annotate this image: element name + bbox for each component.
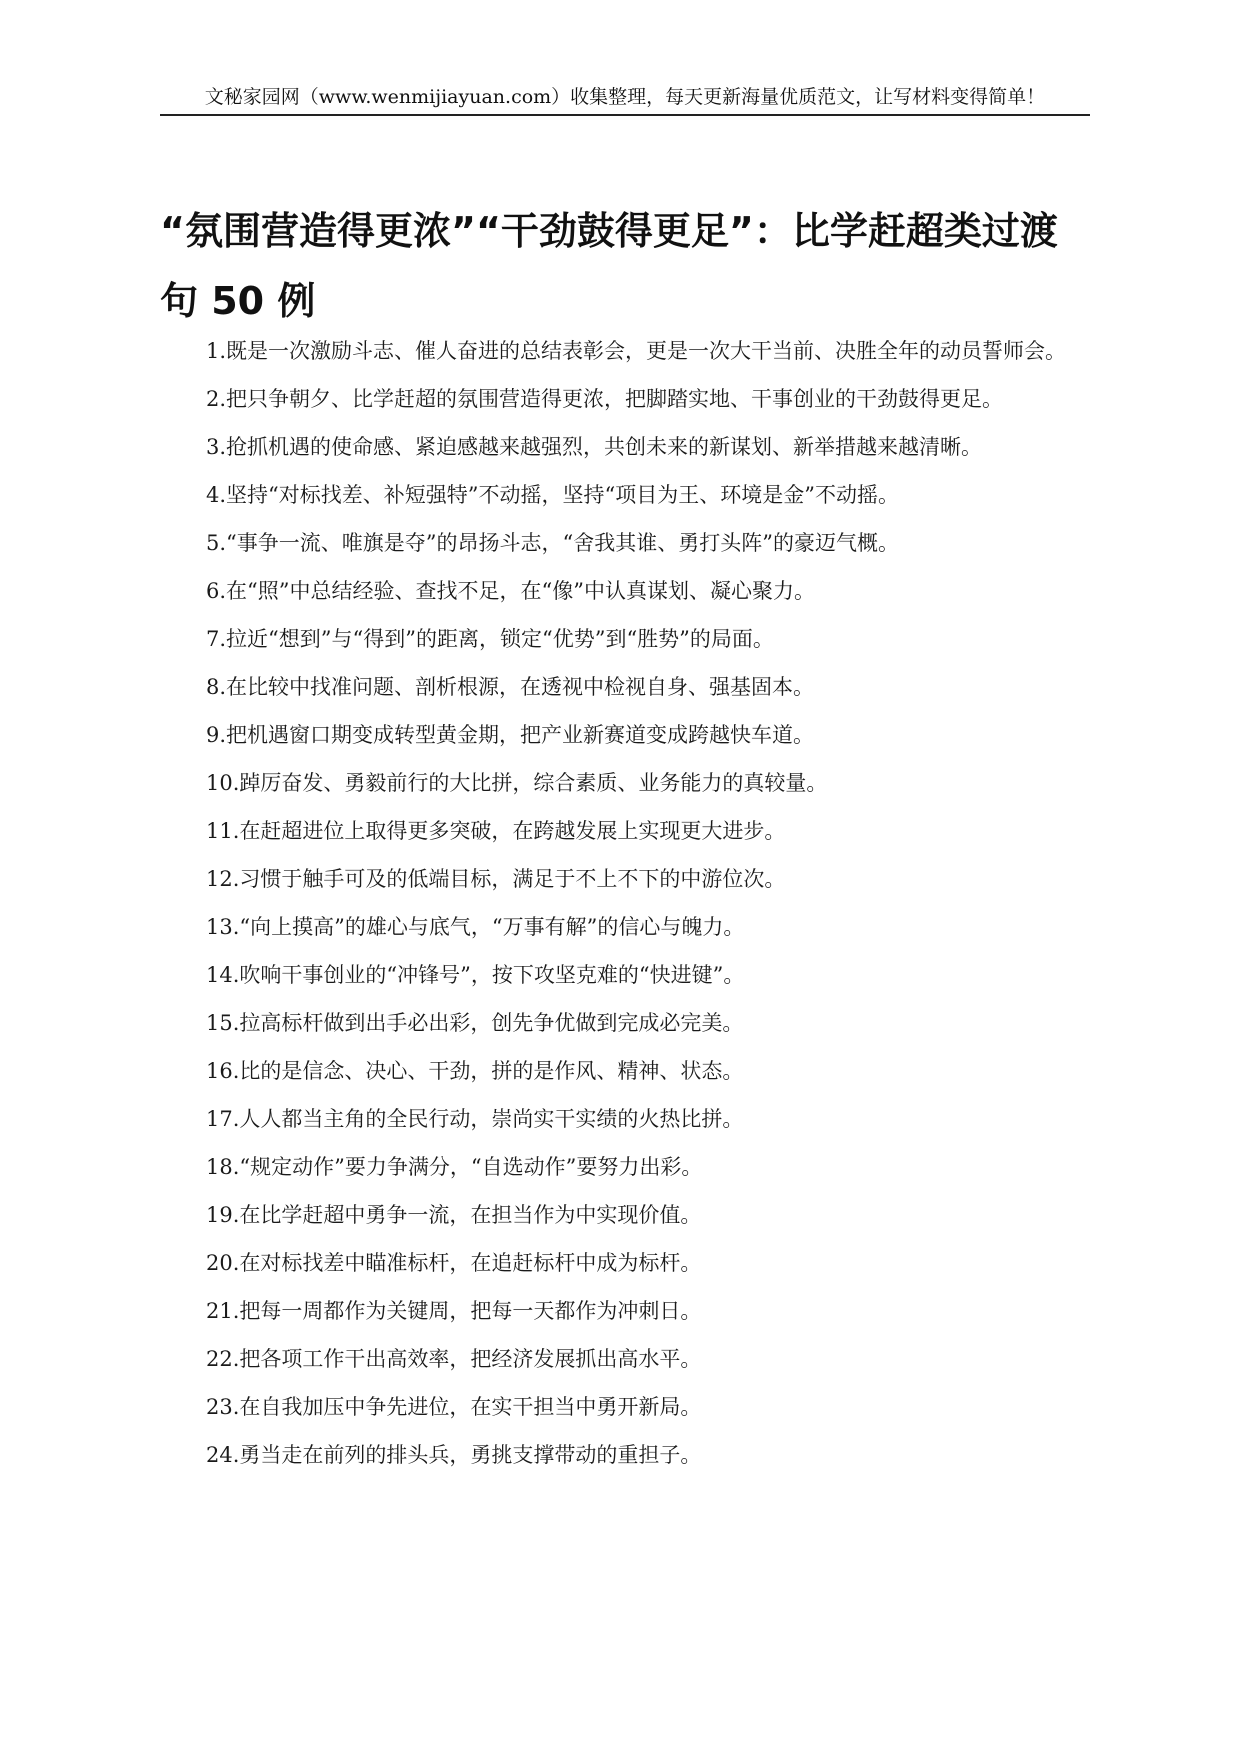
document-title: “氛围营造得更浓”“干劲鼓得更足”：比学赶超类过渡句 50 例 [160,209,1058,323]
list-item: 23.在自我加压中争先进位，在实干担当中勇开新局。 [206,1395,702,1419]
list-item: 22.把各项工作干出高效率，把经济发展抓出高水平。 [206,1347,702,1371]
list-item: 21.把每一周都作为关键周，把每一天都作为冲刺日。 [206,1299,702,1323]
document-page [160,0,1090,1754]
list-item: 18.“规定动作”要力争满分，“自选动作”要努力出彩。 [206,1155,703,1179]
list-item: 8.在比较中找准问题、剖析根源，在透视中检视自身、强基固本。 [206,675,815,699]
list-item: 12.习惯于触手可及的低端目标，满足于不上不下的中游位次。 [206,867,786,891]
list-item: 24.勇当走在前列的排头兵，勇挑支撑带动的重担子。 [206,1443,702,1467]
list-item: 9.把机遇窗口期变成转型黄金期，把产业新赛道变成跨越快车道。 [206,723,815,747]
list-item: 11.在赶超进位上取得更多突破，在跨越发展上实现更大进步。 [206,819,786,843]
list-item: 14.吹响干事创业的“冲锋号”，按下攻坚克难的“快进键”。 [206,963,745,987]
list-item: 7.拉近“想到”与“得到”的距离，锁定“优势”到“胜势”的局面。 [206,627,774,651]
transition-sentence-list [160,335,1090,1487]
list-item: 20.在对标找差中瞄准标杆，在追赶标杆中成为标杆。 [206,1251,702,1275]
list-item: 2.把只争朝夕、比学赶超的氛围营造得更浓，把脚踏实地、干事创业的干劲鼓得更足。 [206,387,1004,411]
list-item: 19.在比学赶超中勇争一流，在担当作为中实现价值。 [206,1203,702,1227]
list-item: 3.抢抓机遇的使命感、紧迫感越来越强烈，共创未来的新谋划、新举措越来越清晰。 [206,435,983,459]
header-banner: 文秘家园网（www.wenmijiayuan.com）收集整理，每天更新海量优质范文，让写材料变得简单！ [160,84,1090,116]
list-item: 10.踔厉奋发、勇毅前行的大比拼，综合素质、业务能力的真较量。 [206,771,828,795]
list-item: 1.既是一次激励斗志、催人奋进的总结表彰会，更是一次大干当前、决胜全年的动员誓师会。 [206,339,1067,363]
list-item: 16.比的是信念、决心、干劲，拼的是作风、精神、状态。 [206,1059,744,1083]
list-item: 4.坚持“对标找差、补短强特”不动摇，坚持“项目为王、环境是金”不动摇。 [206,483,899,507]
list-item: 5.“事争一流、唯旗是夺”的昂扬斗志，“舍我其谁、勇打头阵”的豪迈气概。 [206,531,899,555]
list-item: 6.在“照”中总结经验、查找不足，在“像”中认真谋划、凝心聚力。 [206,579,815,603]
list-item: 17.人人都当主角的全民行动，崇尚实干实绩的火热比拼。 [206,1107,744,1131]
list-item: 15.拉高标杆做到出手必出彩，创先争优做到完成必完美。 [206,1011,744,1035]
list-item: 13.“向上摸高”的雄心与底气，“万事有解”的信心与魄力。 [206,915,745,939]
